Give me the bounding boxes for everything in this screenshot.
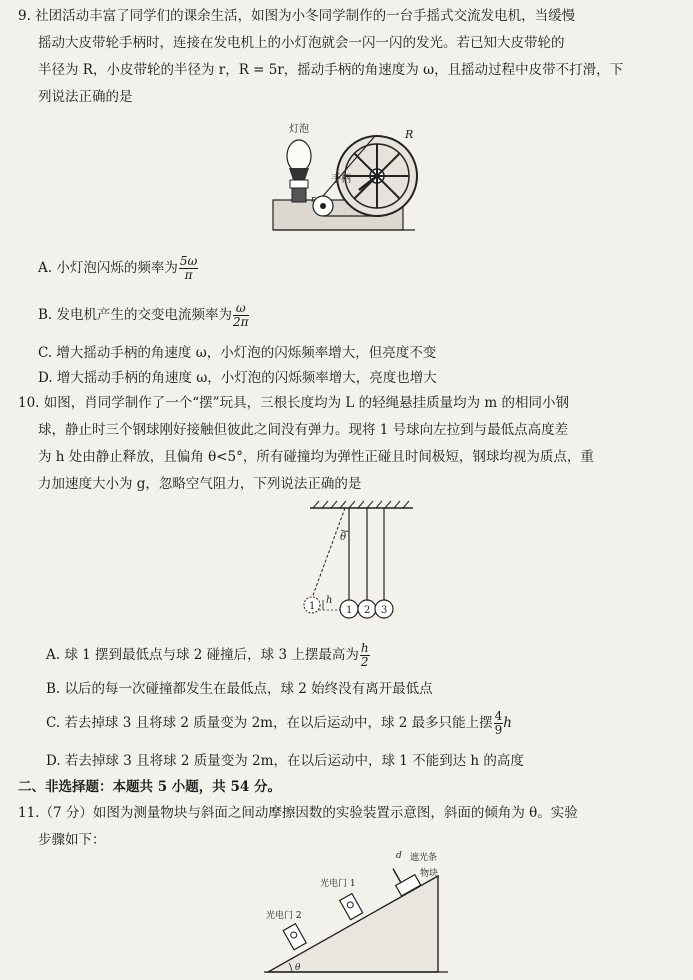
q10-line-1: 10. 如图，肖同学制作了一个“摆”玩具，三根长度均为 L 的轻绳悬挂质量均为 m 的相同小钢 [18,395,569,411]
fraction-denominator: 2π [233,315,249,329]
q10-option-c-tail: h [503,715,512,731]
bulb-label: 灯泡 [289,124,309,135]
ball-3-label: 3 [381,605,388,616]
q11-line-1: 11.（7 分）如图为测量物块与斜面之间动摩擦因数的实验装置示意图，斜面的倾角为 θ。实验 [18,805,578,821]
fraction-denominator: 2 [360,655,369,669]
ball-1-label: 1 [346,605,353,616]
pendulum-figure [295,500,420,628]
q9-option-a-text: A. 小灯泡闪烁的频率为 [38,260,178,276]
q10-line-2: 球，静止时三个钢球刚好接触但彼此之间没有弹力。现将 1 号球向左拉到与最低点高度差 [38,422,569,438]
photogate-1 [340,894,363,920]
fraction-numerator: 5ω [179,254,198,268]
q10-option-a-fraction [360,642,370,669]
photogate-2 [283,924,306,950]
q10-option-c [46,710,512,737]
q9-line-4: 列说法正确的是 [38,89,133,105]
q9-option-b-fraction [233,302,249,329]
block-label: 物块 [420,869,439,879]
q9-line-3: 半径为 R，小皮带轮的半径为 r，R = 5r，摇动手柄的角速度为 ω，且摇动过程中皮带不打滑，下 [38,62,624,78]
fraction-numerator: h [360,641,369,655]
ball-1-released-label: 1 [309,601,316,612]
photogate-2-label: 光电门 2 [266,911,302,921]
light-blocking-strip [393,869,401,883]
q10-line-3: 为 h 处由静止释放，且偏角 θ<5°，所有碰撞均为弹性正碰且时间极短，钢球均视为质点，重 [38,449,594,465]
q10-option-a [46,642,370,669]
handle-label: 手柄 [331,174,351,185]
q9-line-2: 摇动大皮带轮手柄时，连接在发电机上的小灯泡就会一闪一闪的发光。若已知大皮带轮的 [38,35,565,51]
q11-line-2: 步骤如下： [38,832,106,848]
big-radius-label: R [405,128,414,141]
q9-line-1: 9. 社团活动丰富了同学们的课余生活，如图为小冬同学制作的一台手摇式交流发电机，当缓慢 [18,8,576,24]
strip-label: 遮光条 [410,853,438,863]
q10-option-d: D. 若去掉球 3 且将球 2 质量变为 2m，在以后运动中，球 1 不能到达 h 的高度 [46,753,524,769]
height-label: h [326,595,333,606]
q10-line-4: 力加速度大小为 g，忽略空气阻力，下列说法正确的是 [38,476,362,492]
theta-label: θ [340,532,347,543]
small-radius-label: r [311,195,316,205]
fraction-numerator: ω [233,302,249,316]
q10-option-c-text: C. 若去掉球 3 且将球 2 质量变为 2m，在以后运动中，球 2 最多只能上摆 [46,715,493,731]
q9-option-a [38,255,198,282]
photogate-1-label: 光电门 1 [320,879,356,889]
strip-width-label: d [396,851,402,861]
incline-figure [262,848,452,976]
section-2-heading: 二、非选择题：本题共 5 小题，共 54 分。 [18,779,281,795]
generator-figure [265,118,425,240]
fraction-denominator: 9 [494,723,503,737]
q10-option-c-fraction [494,710,504,737]
q9-option-b [38,302,249,329]
q9-option-c: C. 增大摇动手柄的角速度 ω，小灯泡的闪烁频率增大，但亮度不变 [38,345,437,361]
q10-option-a-text: A. 球 1 摆到最低点与球 2 碰撞后，球 3 上摆最高为 [46,647,359,663]
fraction-numerator: 4 [494,709,503,723]
q9-option-b-text: B. 发电机产生的交变电流频率为 [38,307,233,323]
ball-2-label: 2 [364,605,371,616]
bulb-icon [287,140,311,172]
incline-theta-label: θ [295,963,301,973]
q9-option-d: D. 增大摇动手柄的角速度 ω，小灯泡的闪烁频率增大，亮度也增大 [38,370,437,386]
fraction-denominator: π [184,268,193,282]
q10-option-b: B. 以后的每一次碰撞都发生在最低点，球 2 始终没有离开最低点 [46,681,433,697]
q9-option-a-fraction [179,255,198,282]
